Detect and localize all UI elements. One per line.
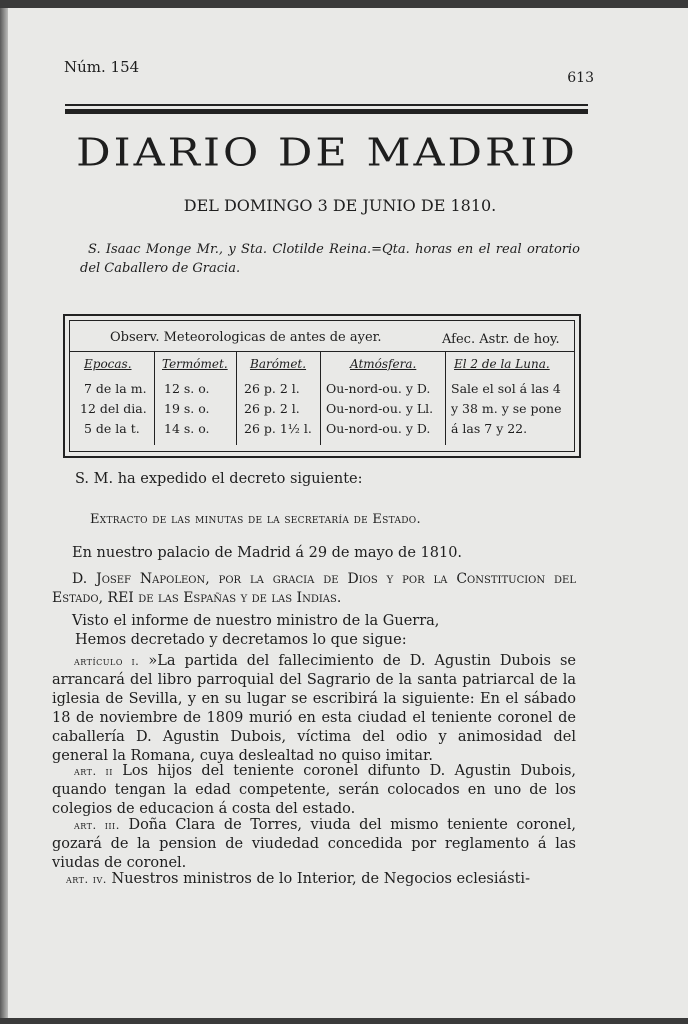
cell-termometro: 12 s. o.	[164, 381, 210, 396]
luna-line: á las 7 y 22.	[451, 421, 528, 436]
article-1-label: artículo i.	[74, 654, 140, 668]
cell-epoca: 7 de la m.	[84, 381, 147, 396]
column-divider	[445, 351, 446, 445]
date-line: DEL DOMINGO 3 DE JUNIO DE 1810.	[183, 196, 497, 215]
cell-barometro: 26 p. 2 l.	[244, 381, 300, 396]
article-3	[52, 816, 576, 873]
weather-table-inner	[69, 320, 575, 452]
column-divider	[154, 351, 155, 445]
place-date: En nuestro palacio de Madrid á 29 de mayo de 1810.	[72, 545, 463, 561]
article-4-label: art. iv.	[66, 872, 107, 886]
visto-line: Visto el informe de nuestro ministro de la Guerra,	[72, 613, 440, 629]
column-divider	[236, 351, 237, 445]
article-3-text: Doña Clara de Torres, viuda del mismo teniente coronel, gozará de la pension de viudedad concedida por reglamento á las viudas de coronel.	[52, 817, 577, 871]
astro-title: Afec. Astr. de hoy.	[442, 332, 560, 347]
cell-atmosfera: Ou-nord-ou. y Ll.	[326, 401, 434, 416]
king-line: D. Josef Napoleon, por la gracia de Dios y por la Constitucion del Estado, REI de las Españas y de las Indias.	[52, 571, 576, 606]
col-header-barometro: Barómet.	[250, 357, 307, 371]
scan-edge-top	[0, 0, 688, 8]
article-2-text: Los hijos del teniente coronel difunto D. Agustin Dubois, quando tengan la edad competente, serán colocados en uno de los colegios de educacion á costa del estado.	[52, 763, 576, 817]
article-1	[52, 652, 576, 766]
col-header-epocas: Epocas.	[84, 357, 132, 371]
table-rule	[70, 351, 574, 352]
article-2	[52, 762, 576, 819]
weather-table	[63, 314, 581, 458]
weather-table-title: Observ. Meteorologicas de antes de ayer.	[110, 330, 382, 345]
issue-number: Núm. 154	[64, 58, 140, 76]
cell-barometro: 26 p. 1½ l.	[244, 421, 312, 436]
section-heading: Extracto de las minutas de la secretaría de Estado.	[90, 512, 421, 527]
cell-barometro: 26 p. 2 l.	[244, 401, 300, 416]
col-header-luna: El 2 de la Luna.	[454, 357, 550, 371]
scan-edge-bottom	[0, 1018, 688, 1024]
cell-epoca: 12 del dia.	[80, 401, 147, 416]
cell-termometro: 14 s. o.	[164, 421, 210, 436]
decree-intro: S. M. ha expedido el decreto siguiente:	[75, 471, 363, 487]
saints-line: S. Isaac Monge Mr., y Sta. Clotilde Reina.=Qta. horas en el real oratorio del Caballero de Gracia.	[80, 242, 580, 276]
cell-atmosfera: Ou-nord-ou. y D.	[326, 421, 431, 436]
article-1-text: »La partida del fallecimiento de D. Agustin Dubois se arrancará del libro parroquial del Sagrario de la santa patriarcal de la iglesia de Sevilla, y en su lugar se escribirá la siguiente: En el sábado 18 de noviembre de 1809 murió en esta ciudad el teniente coronel de caballería D. Agustin Dubois, víctima del odio y animosidad del general la Romana, cuya deslealtad no quiso imitar.	[52, 653, 576, 764]
header-rule-thin	[65, 104, 588, 106]
article-4	[52, 870, 576, 889]
column-divider	[320, 351, 321, 445]
luna-line: Sale el sol á las 4	[451, 381, 561, 396]
header-rule-thick	[65, 109, 588, 114]
hemos-line: Hemos decretado y decretamos lo que sigue:	[75, 632, 407, 648]
article-4-text: Nuestros ministros de lo Interior, de Negocios eclesiásti-	[111, 871, 530, 887]
cell-termometro: 19 s. o.	[164, 401, 210, 416]
page-number: 613	[567, 70, 594, 86]
col-header-termometro: Termómet.	[162, 357, 228, 371]
cell-epoca: 5 de la t.	[84, 421, 140, 436]
col-header-atmosfera: Atmósfera.	[350, 357, 417, 371]
article-2-label: art. ii	[74, 764, 113, 778]
luna-line: y 38 m. y se pone	[451, 401, 562, 416]
article-3-label: art. iii.	[74, 818, 120, 832]
masthead-title: DIARIO DE MADRID	[76, 130, 578, 176]
cell-atmosfera: Ou-nord-ou. y D.	[326, 381, 431, 396]
